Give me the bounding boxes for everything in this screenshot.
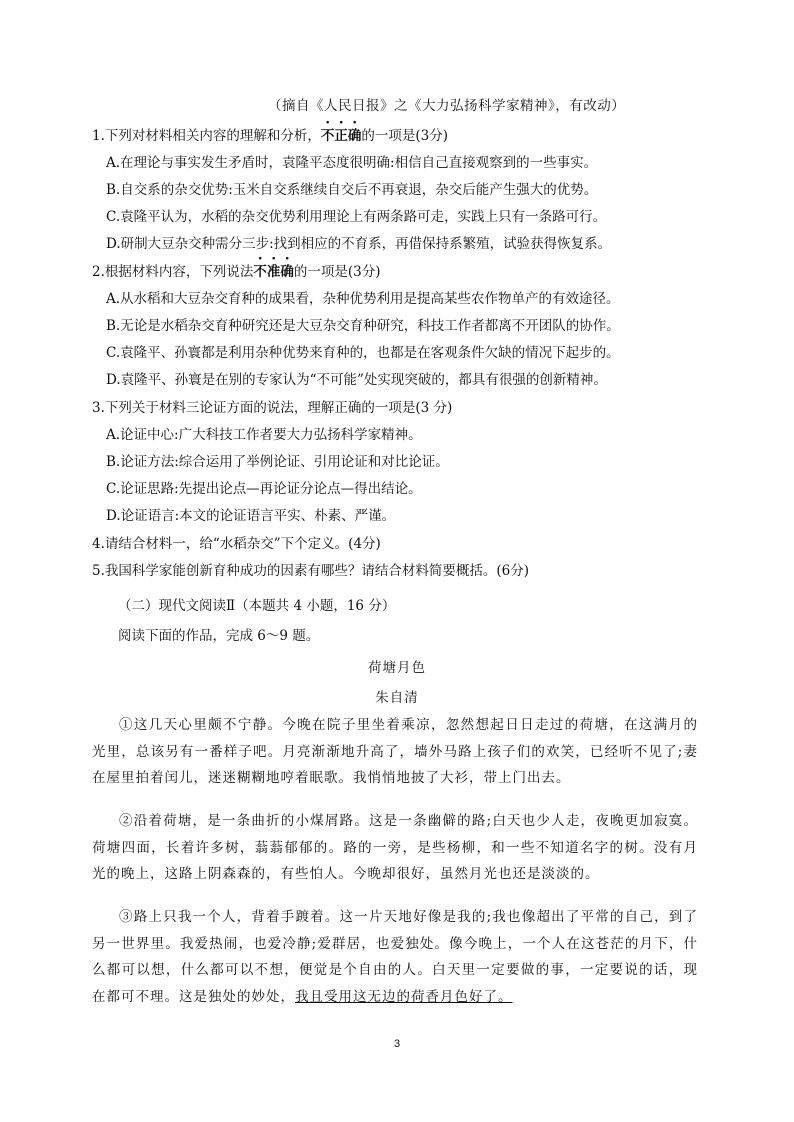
q2-pre: 2.根据材料内容，下列说法 — [92, 264, 254, 280]
q1-emph-3: 确 — [347, 128, 362, 144]
q2-option-d: D.袁隆平、孙寰是在别的专家认为“不可能”处实现突破的，都具有很强的创新精神。 — [106, 372, 607, 388]
paragraph-1: ①这几天心里颇不宁静。今晚在院子里坐着乘凉，忽然想起日日走过的荷塘，在这满月的光里，总该另有一番样子吧。月亮渐渐地升高了，墙外马路上孩子们的欢笑，已经听不见了;妻在屋里拍着闰儿，迷迷糊糊地哼着眠歌。我悄悄地披了大衫，带上门出去。 — [92, 717, 698, 786]
q1-option-c: C.袁隆平认为，水稻的杂交优势利用理论上有两条路可走，实践上只有一条路可行。 — [106, 209, 607, 225]
paragraph-3 — [92, 904, 698, 1010]
article-author: 朱自清 — [375, 690, 419, 706]
q2-option-b: B.无论是水稻杂交育种研究还是大豆杂交育种研究，科技工作者都离不开团队的协作。 — [106, 318, 620, 334]
page-number: 3 — [393, 1038, 401, 1050]
q2-post: 的一项是(3分) — [293, 264, 381, 280]
q3-option-c: C.论证思路:先提出论点—再论证分论点—得出结论。 — [106, 481, 422, 497]
section-2-heading: （二）现代文阅读Ⅱ（本题共 4 小题，16 分） — [118, 598, 396, 614]
paragraph-3-underlined: 我且受用这无边的荷香月色好了。 — [295, 988, 513, 1005]
q1-emph-1: 不 — [320, 128, 335, 144]
q1-pre: 1.下列对材料相关内容的理解和分析， — [92, 128, 321, 144]
article-title: 荷塘月色 — [368, 660, 426, 676]
question-2-stem — [92, 260, 381, 280]
q2-option-c: C.袁隆平、孙寰都是利用杂种优势来育种的，也都是在客观条件欠缺的情况下起步的。 — [106, 345, 620, 361]
q2-option-a: A.从水稻和大豆杂交育种的成果看，杂种优势利用是提高某些农作物单产的有效途径。 — [106, 291, 620, 307]
paragraph-2: ②沿着荷塘，是一条曲折的小煤屑路。这是一条幽僻的路;白天也少人走，夜晚更加寂寞。荷塘四面，长着许多树，蓊蓊郁郁的。路的一旁，是些杨柳，和一些不知道名字的树。没有月光的晚上，这路上阴森森的，有些怕人。今晚却很好，虽然月光也还是淡淡的。 — [92, 813, 698, 882]
q1-post: 的一项是(3分) — [361, 128, 449, 144]
question-5: 5.我国科学家能创新育种成功的因素有哪些？请结合材料简要概括。(6分) — [92, 563, 530, 579]
section-2-instruction: 阅读下面的作品，完成 6～9 题。 — [118, 628, 320, 644]
q2-emph-3: 确 — [280, 264, 294, 280]
q3-option-d: D.论证语言:本文的论证语言平实、朴素、严谨。 — [106, 508, 396, 524]
q1-option-a: A.在理论与事实发生矛盾时，袁隆平态度很明确:相信自己直接观察到的一些事实。 — [106, 155, 598, 171]
source-citation: （摘自《人民日报》之《大力弘扬科学家精神》，有改动） — [268, 98, 626, 114]
question-1-stem — [92, 124, 448, 144]
q2-emph-1: 不 — [253, 264, 267, 280]
paragraph-3-text: ③路上只我一个人，背着手踱着。这一片天地好像是我的;我也像超出了平常的自己，到了另一世界里。我爱热闹，也爱冷静;爱群居，也爱独处。像今晚上，一个人在这苍茫的月下，什么都可以想，什么都可以不想，便觉是个自由的人。白天里一定要做的事，一定要说的话，现在都可不理。这是独处的妙处， — [92, 909, 698, 1005]
q1-option-b: B.自交系的杂交优势:玉米自交系继续自交后不再衰退，杂交后能产生强大的优势。 — [106, 182, 598, 198]
q2-emph-2: 准 — [266, 264, 281, 280]
q1-option-d: D.研制大豆杂交种需分三步:找到相应的不育系，再借保持系繁殖，试验获得恢复系。 — [106, 236, 612, 252]
question-4: 4.请结合材料一，给“水稻杂交”下个定义。(4分) — [92, 536, 381, 552]
q3-option-a: A.论证中心:广大科技工作者要大力弘扬科学家精神。 — [106, 427, 422, 443]
q3-option-b: B.论证方法:综合运用了举例论证、引用论证和对比论证。 — [106, 454, 449, 470]
q1-emph-2: 正 — [334, 128, 348, 144]
question-3-stem: 3.下列关于材料三论证方面的说法，理解正确的一项是(3 分) — [92, 400, 453, 416]
